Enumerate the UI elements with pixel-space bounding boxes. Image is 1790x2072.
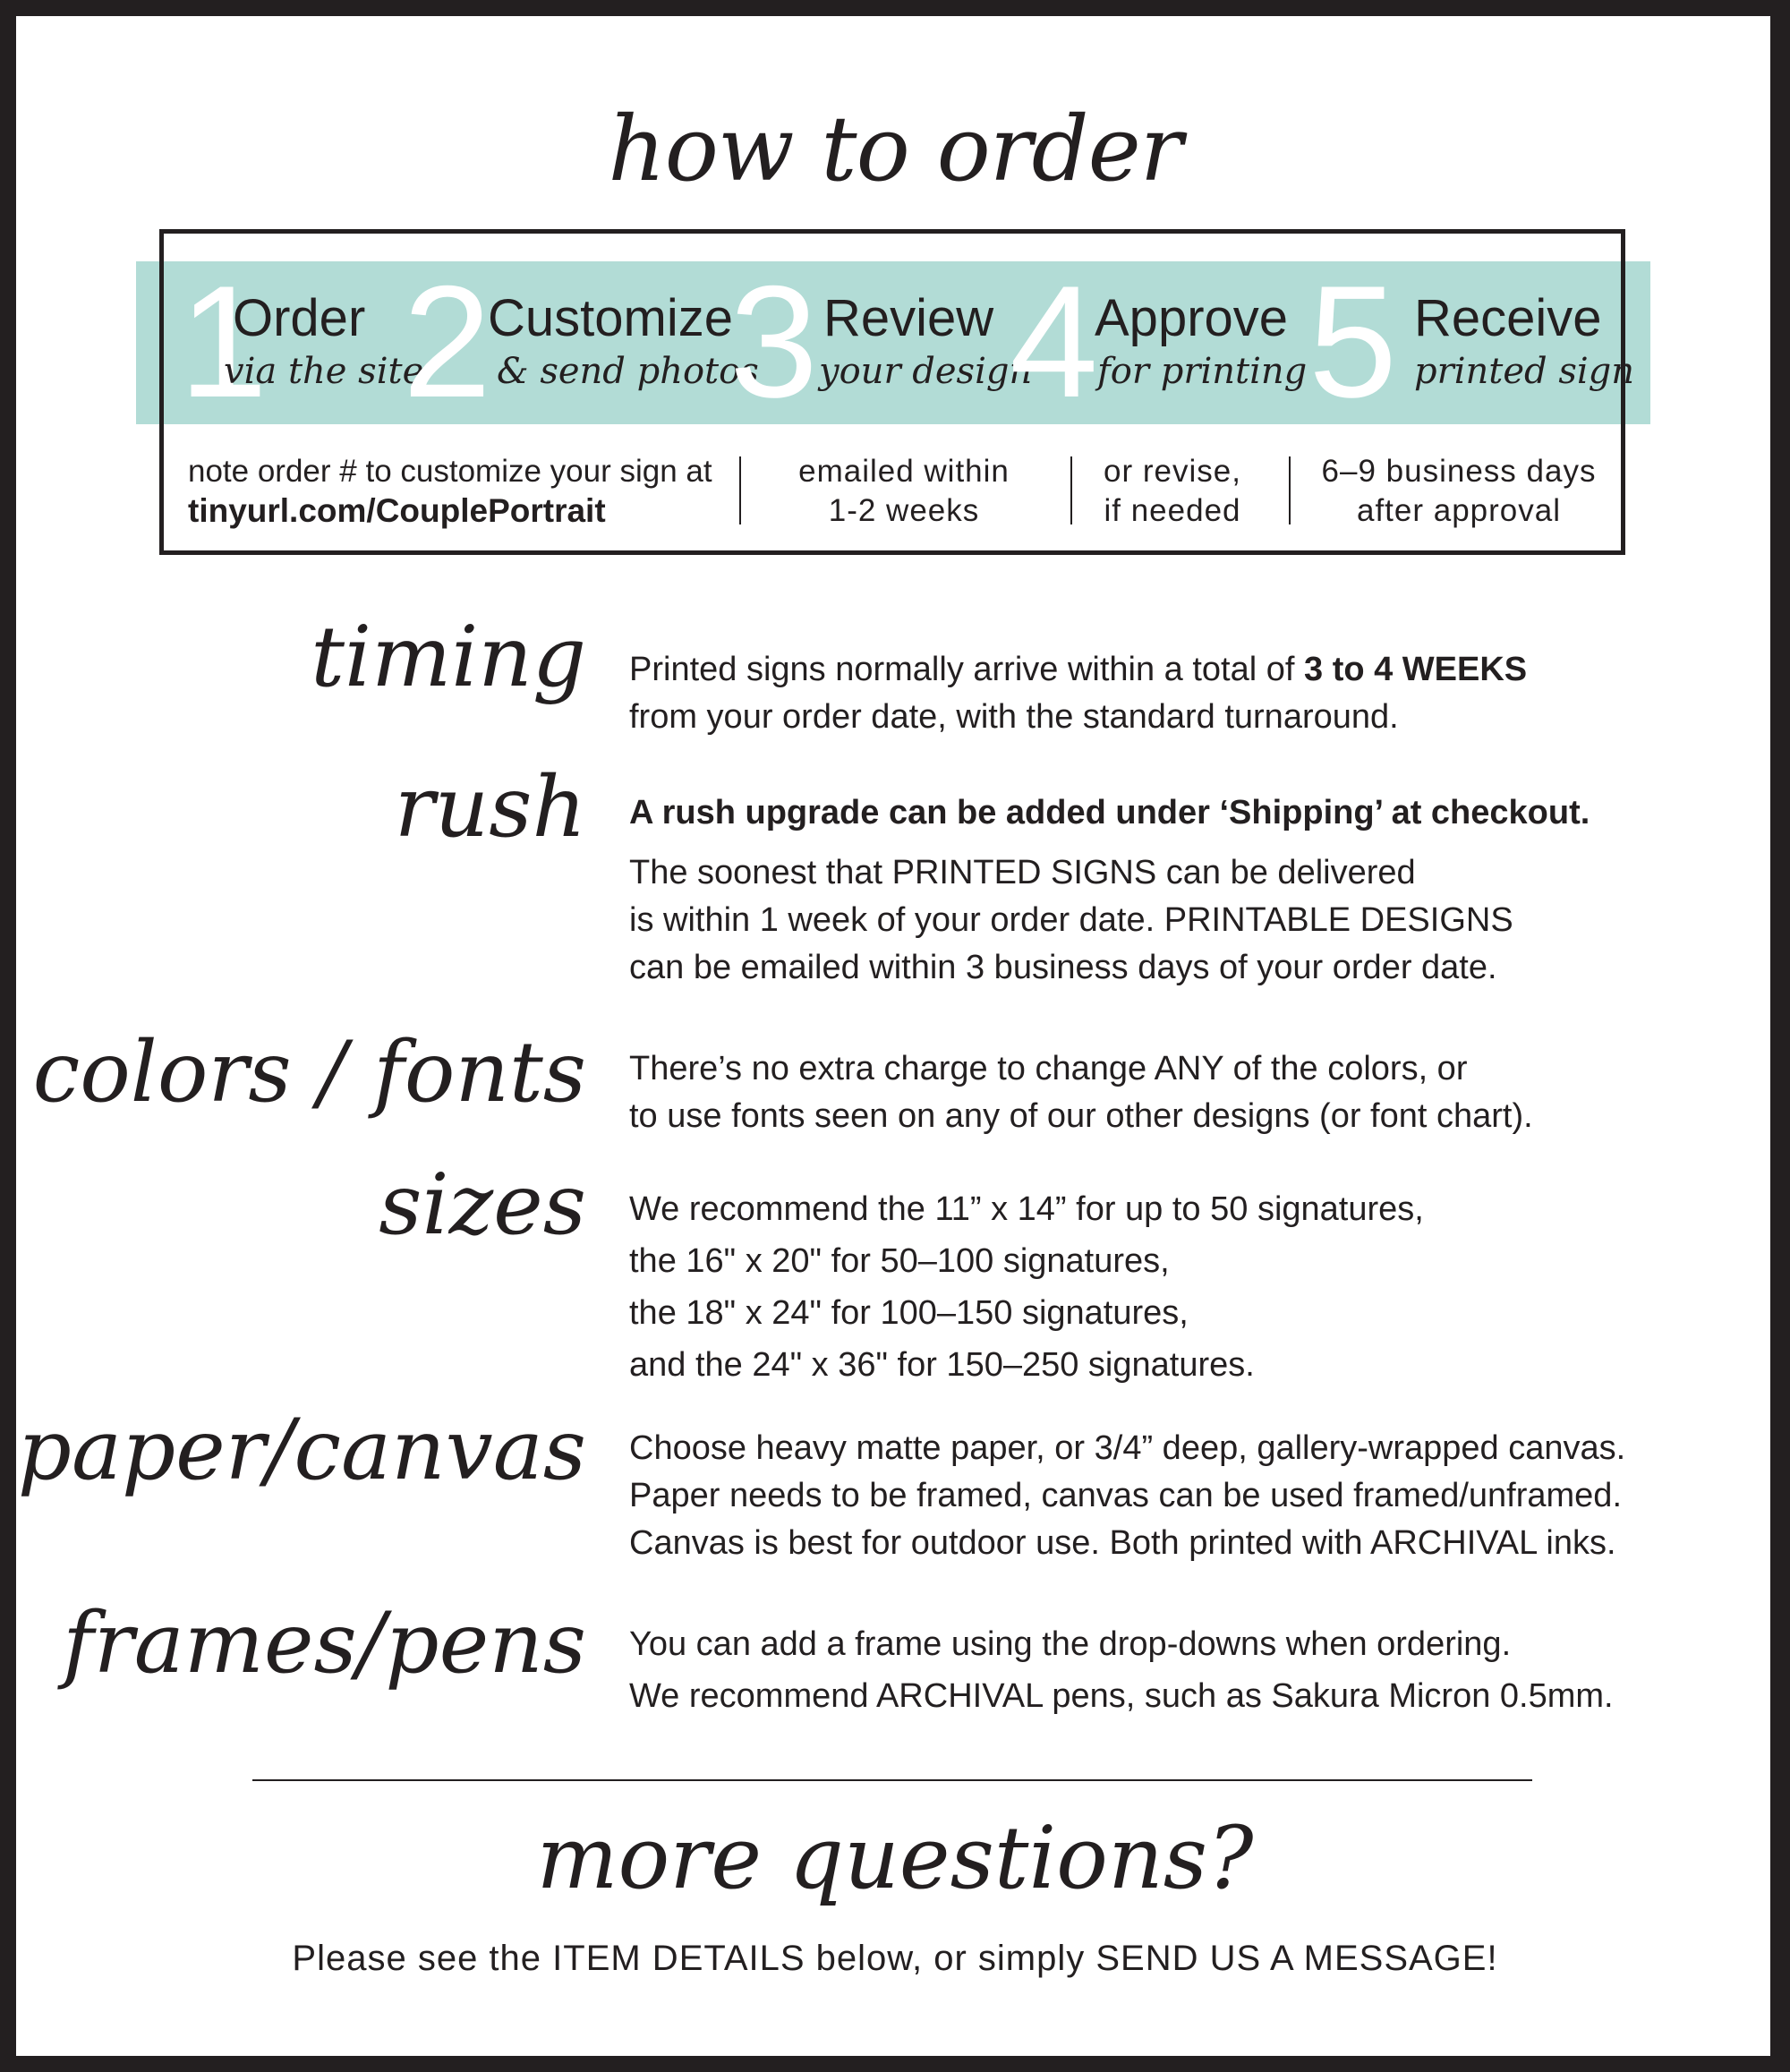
section-colors-text xyxy=(629,1045,1533,1140)
section-timing-text xyxy=(629,646,1527,741)
page-title: how to order xyxy=(608,97,1182,201)
step-label: Order xyxy=(233,289,366,347)
note-line: note order # to customize your sign at xyxy=(188,454,712,489)
step-number: 1 xyxy=(179,252,268,431)
divider xyxy=(1070,456,1072,524)
note-order xyxy=(188,452,712,531)
more-questions-text: Please see the ITEM DETAILS below, or simply SEND US A MESSAGE! xyxy=(292,1939,1498,1978)
section-sizes-text xyxy=(629,1183,1424,1391)
text-line: You can add a frame using the drop-downs when ordering. xyxy=(629,1625,1512,1663)
step-sub: & send photos xyxy=(497,351,759,392)
section-label-frames-pens: frames/pens xyxy=(62,1595,586,1693)
text-line: the 18" x 24" for 100–150 signatures, xyxy=(629,1294,1189,1332)
text-line: We recommend the 11” x 14” for up to 50 signatures, xyxy=(629,1190,1424,1228)
note-line: emailed within xyxy=(798,454,1010,489)
footer-divider xyxy=(252,1779,1532,1781)
step-number: 3 xyxy=(729,252,818,431)
step-sub: printed sign xyxy=(1414,351,1635,392)
step-number: 2 xyxy=(403,252,491,431)
text-line: the 16" x 20" for 50–100 signatures, xyxy=(629,1242,1170,1280)
step-number: 4 xyxy=(1010,252,1098,431)
note-receive xyxy=(1307,452,1611,531)
note-line: 6–9 business days xyxy=(1321,454,1597,489)
step-label: Receive xyxy=(1414,289,1602,347)
step-sub: for printing xyxy=(1097,351,1308,392)
text-line: The soonest that PRINTED SIGNS can be delivered xyxy=(629,854,1416,891)
step-sub: your design xyxy=(819,351,1033,392)
step-label: Customize xyxy=(488,289,733,347)
note-review xyxy=(770,452,1038,531)
text-line: Canvas is best for outdoor use. Both printed with ARCHIVAL inks. xyxy=(629,1524,1616,1562)
section-label-rush: rush xyxy=(394,759,586,857)
text-line: from your order date, with the standard turnaround. xyxy=(629,698,1399,736)
note-line: or revise, xyxy=(1104,454,1241,489)
section-paper-text xyxy=(629,1425,1625,1567)
text-line: and the 24" x 36" for 150–250 signatures. xyxy=(629,1346,1255,1384)
text-emphasis: 3 to 4 WEEKS xyxy=(1304,651,1528,688)
text-fragment: Printed signs normally arrive within a total of xyxy=(629,651,1304,688)
section-label-timing: timing xyxy=(311,609,586,706)
more-questions-heading: more questions? xyxy=(536,1808,1254,1908)
customize-link[interactable]: tinyurl.com/CouplePortrait xyxy=(188,492,606,529)
text-line: to use fonts seen on any of our other designs (or font chart). xyxy=(629,1097,1533,1135)
note-line: 1-2 weeks xyxy=(828,493,980,528)
section-label-sizes: sizes xyxy=(379,1156,586,1254)
step-sub: via the site xyxy=(224,351,424,392)
section-rush-text xyxy=(629,789,1590,992)
note-approve xyxy=(1083,452,1262,531)
text-line: There’s no extra charge to change ANY of the colors, or xyxy=(629,1050,1468,1087)
step-label: Approve xyxy=(1095,289,1289,347)
text-line: We recommend ARCHIVAL pens, such as Sakura Micron 0.5mm. xyxy=(629,1677,1614,1715)
section-label-paper-canvas: paper/canvas xyxy=(17,1402,586,1499)
step-label: Review xyxy=(823,289,994,347)
section-label-colors-fonts: colors / fonts xyxy=(32,1024,586,1121)
text-line: can be emailed within 3 business days of your order date. xyxy=(629,949,1497,986)
text-line xyxy=(629,646,1527,694)
note-line: after approval xyxy=(1356,493,1562,528)
text-line: is within 1 week of your order date. PRINTABLE DESIGNS xyxy=(629,901,1513,939)
note-line: if needed xyxy=(1104,493,1241,528)
text-line: Paper needs to be framed, canvas can be used framed/unframed. xyxy=(629,1477,1622,1514)
section-frames-text xyxy=(629,1618,1614,1722)
text-line: Choose heavy matte paper, or 3/4” deep, gallery-wrapped canvas. xyxy=(629,1429,1626,1467)
divider xyxy=(739,456,741,524)
divider xyxy=(1289,456,1291,524)
text-line-bold: A rush upgrade can be added under ‘Shipping’ at checkout. xyxy=(629,794,1590,831)
step-number: 5 xyxy=(1308,252,1397,431)
